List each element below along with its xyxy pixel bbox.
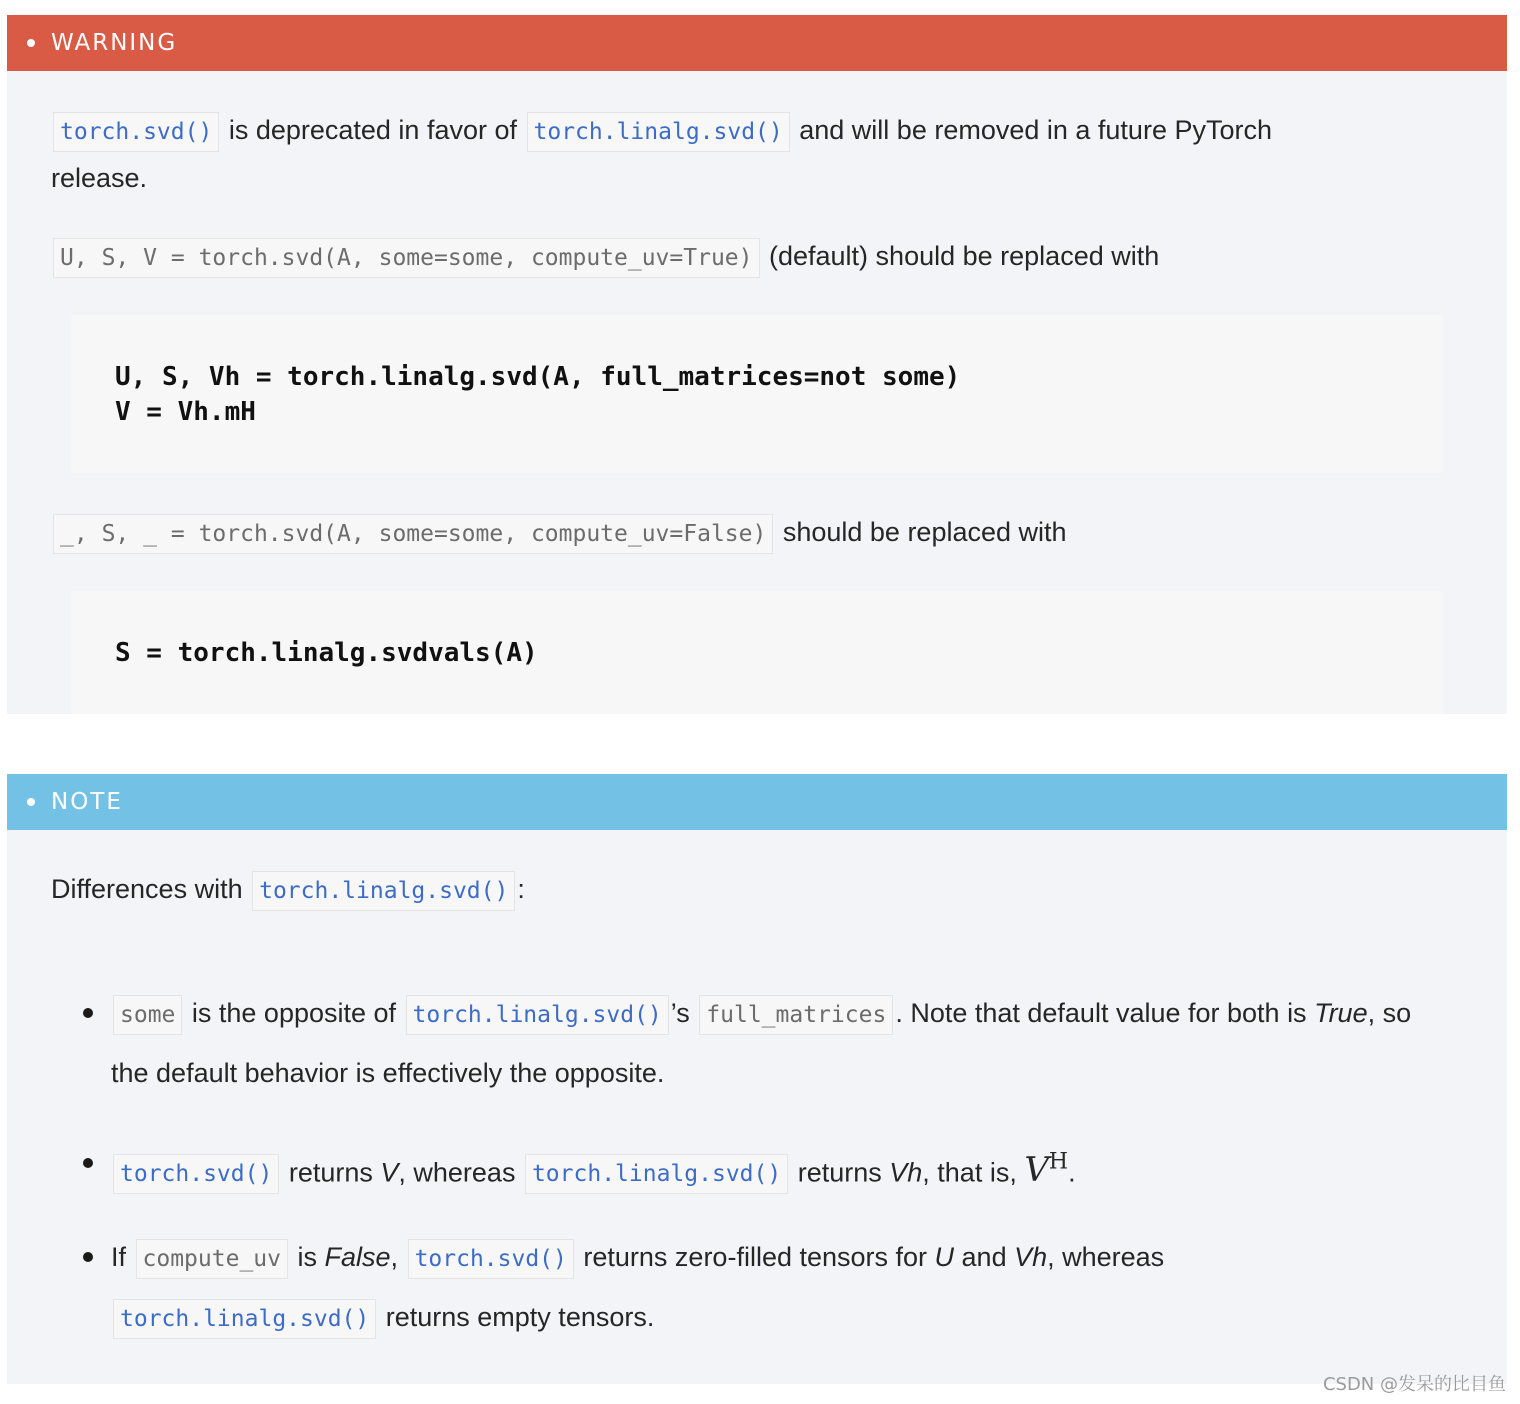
torch-linalg-svd-link[interactable]: torch.linalg.svd()	[252, 871, 515, 911]
list-item-3: If compute_uv is False, torch.svd() returns zero-filled tensors for U and Vh, whereas torch.linalg.svd() returns empty tensors.	[111, 1228, 1164, 1348]
warning-title: WARNING	[51, 30, 178, 56]
warning-paragraph-2: U, S, V = torch.svd(A, some=some, compute_uv=True) (default) should be replaced with	[51, 233, 1159, 281]
note-title: NOTE	[51, 789, 123, 815]
warning-paragraph-3: _, S, _ = torch.svd(A, some=some, compute_uv=False) should be replaced with	[51, 509, 1067, 557]
warning-admonition	[7, 15, 1507, 714]
note-intro: Differences with torch.linalg.svd() :	[51, 866, 525, 914]
list-item-1: some is the opposite of torch.linalg.svd() ’s full_matrices . Note that default value for both is True, so the default behavior is effectively the opposite.	[111, 984, 1411, 1102]
watermark: CSDN @发呆的比目鱼	[1322, 1374, 1506, 1395]
note-header	[7, 774, 1507, 830]
list-item-2: torch.svd() returns V, whereas torch.linalg.svd() returns Vh, that is, $V^H$.	[111, 1134, 1076, 1203]
bullet-icon	[27, 39, 35, 47]
code-block-2: S = torch.linalg.svdvals(A)	[71, 591, 1443, 714]
bullet-icon	[27, 798, 35, 806]
list-bullet	[83, 1008, 93, 1018]
torch-linalg-svd-link[interactable]: torch.linalg.svd()	[113, 1299, 376, 1339]
inline-code: compute_uv	[136, 1239, 288, 1279]
inline-code: _, S, _ = torch.svd(A, some=some, compute_uv=False)	[53, 514, 773, 554]
torch-linalg-svd-link[interactable]: torch.linalg.svd()	[525, 1154, 788, 1194]
list-bullet	[83, 1158, 93, 1168]
code-block-1: U, S, Vh = torch.linalg.svd(A, full_matrices=not some) V = Vh.mH	[71, 315, 1443, 473]
math-vh: $V^H$	[1024, 1150, 1069, 1191]
torch-linalg-svd-link[interactable]: torch.linalg.svd()	[406, 995, 669, 1035]
inline-code: some	[113, 995, 182, 1035]
warning-paragraph-1: torch.svd() is deprecated in favor of torch.linalg.svd() and will be removed in a future PyTorch release.	[51, 107, 1272, 201]
torch-svd-link[interactable]: torch.svd()	[408, 1239, 574, 1279]
torch-svd-link[interactable]: torch.svd()	[113, 1154, 279, 1194]
note-admonition	[7, 774, 1507, 1384]
inline-code: full_matrices	[699, 995, 893, 1035]
warning-header	[7, 15, 1507, 71]
inline-code: U, S, V = torch.svd(A, some=some, compute_uv=True)	[53, 238, 760, 278]
torch-svd-link[interactable]: torch.svd()	[53, 112, 219, 152]
torch-linalg-svd-link[interactable]: torch.linalg.svd()	[527, 112, 790, 152]
list-bullet	[83, 1252, 93, 1262]
